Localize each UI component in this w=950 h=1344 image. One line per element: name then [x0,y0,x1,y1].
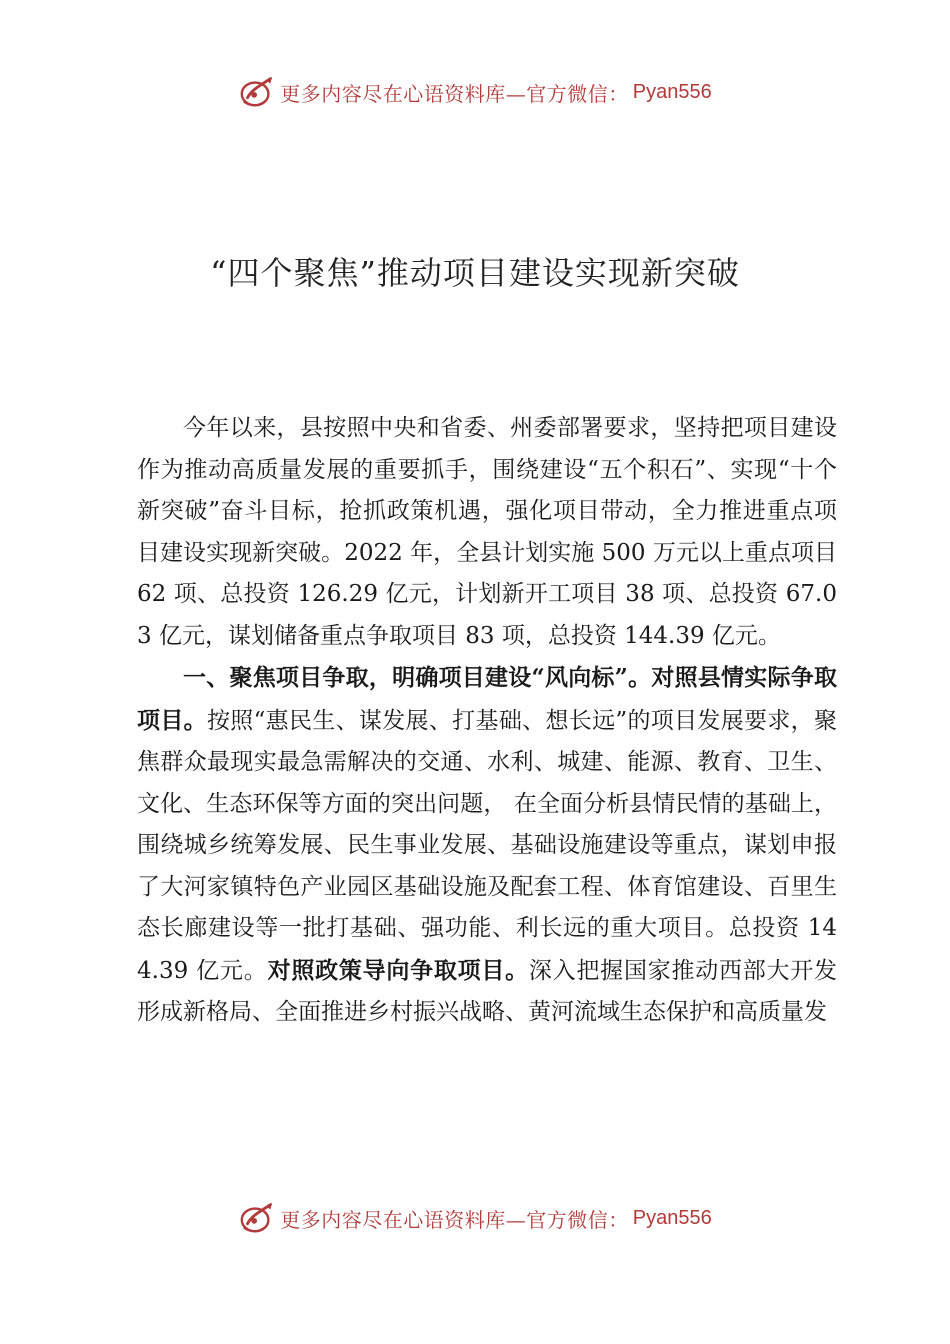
paragraph-intro: 今年以来，县按照中央和省委、州委部署要求，坚持把项目建设作为推动高质量发展的重要抓手，围绕建设“五个积石”、实现“十个新突破”奋斗目标，抢抓政策机遇，强化项目带动，全力推进重点项目建设实现新突破。2022 年，全县计划实施 500 万元以上重点项目 62 项、总投资 126.29 亿元，计划新开工项目 38 项、总投资 67.03 亿元，谋划储备重点争取项目 83 项，总投资 144.39 亿元。 [137,415,837,649]
watermark-wechat-id: Pyan556 [632,80,712,103]
section-heading: 一、聚焦项目争取，明确项目建设“风向标”。 [183,664,652,691]
lead-phrase-policy: 对照政策导向争取项目。 [267,956,529,984]
document-body [137,408,837,1034]
section-text-county: 按照“惠民生、谋发展、打基础、想长远”的项目发展要求，聚焦群众最现实最急需解决的交通、水利、城建、能源、教育、卫生、文化、生态环保等方面的突出问题， 在全面分析县情民情的基础上，围绕城乡统筹发展、民生事业发展、基础设施建设等重点，谋划申报了大河家镇特色产业园区基础设施及配套工程、体育馆建设、百里生态长廊建设等一批打基础、强功能、利长远的重大项目。总投资 144.39 亿元。 [137,707,837,984]
watermark-wechat-id: Pyan556 [632,1206,712,1229]
watermark-text: 更多内容尽在心语资料库—官方微信： [280,1207,629,1232]
watermark-text: 更多内容尽在心语资料库—官方微信： [280,81,629,106]
header-watermark [0,72,950,112]
footer-watermark [0,1198,950,1238]
pen-logo-icon [238,1199,276,1237]
document-title: “四个聚焦”推动项目建设实现新突破 [210,254,740,292]
lead-phrase-county: 对照县情实际争取项目。 [137,664,837,734]
paragraph-section-one [137,657,837,1034]
section-text-policy: 深入把握国家推动西部大开发形成新格局、全面推进乡村振兴战略、黄河流域生态保护和高质量发 [137,957,838,1025]
pen-logo-icon [238,73,276,111]
